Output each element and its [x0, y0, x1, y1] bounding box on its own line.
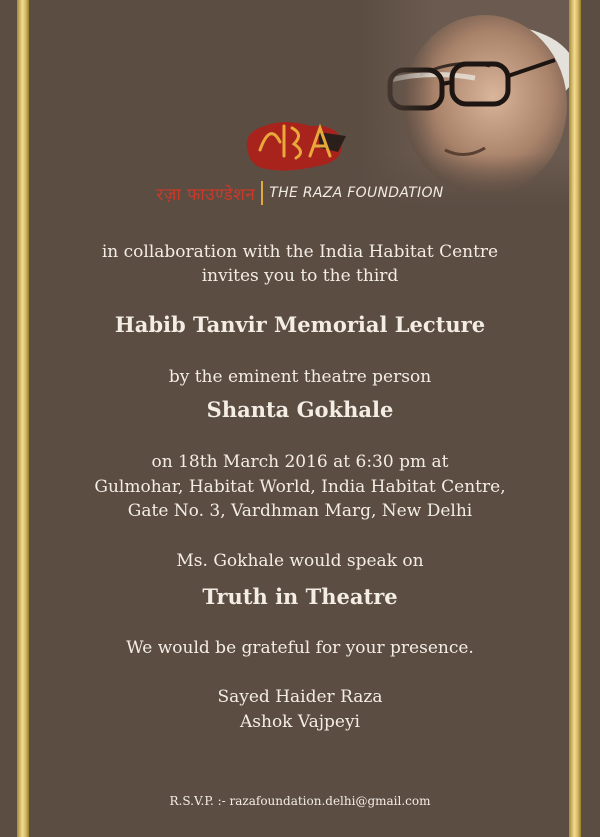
speaker-name: Shanta Gokhale [206, 397, 394, 422]
speaker-intro: by the eminent theatre person [168, 367, 432, 387]
organization-name-hindi: रज़ा फाउण्डेशन [156, 184, 256, 205]
topic-intro: Ms. Gokhale would speak on [176, 551, 424, 571]
portrait-photo [360, 0, 569, 205]
host-name-1: Sayed Haider Raza [217, 687, 383, 707]
topic-title: Truth in Theatre [202, 584, 398, 609]
date-line: on 18th March 2016 at 6:30 pm at [151, 452, 449, 472]
organization-name [100, 180, 500, 206]
venue-line-1: Gulmohar, Habitat World, India Habitat Centre, [94, 477, 506, 497]
intro-line-2: invites you to the third [201, 266, 399, 286]
rsvp-line: R.S.V.P. :- razafoundation.delhi@gmail.com [169, 794, 431, 808]
venue-line-2: Gate No. 3, Vardhman Marg, New Delhi [127, 501, 473, 521]
left-gold-border [17, 0, 29, 837]
raza-foundation-logo [240, 112, 350, 174]
event-title: Habib Tanvir Memorial Lecture [114, 312, 486, 337]
right-gold-border [569, 0, 581, 837]
host-name-2: Ashok Vajpeyi [240, 712, 360, 732]
intro-line-1: in collaboration with the India Habitat Centre [101, 242, 499, 262]
closing-line: We would be grateful for your presence. [126, 638, 474, 658]
organization-name-english: THE RAZA FOUNDATION [269, 185, 444, 201]
organization-divider [261, 181, 263, 205]
